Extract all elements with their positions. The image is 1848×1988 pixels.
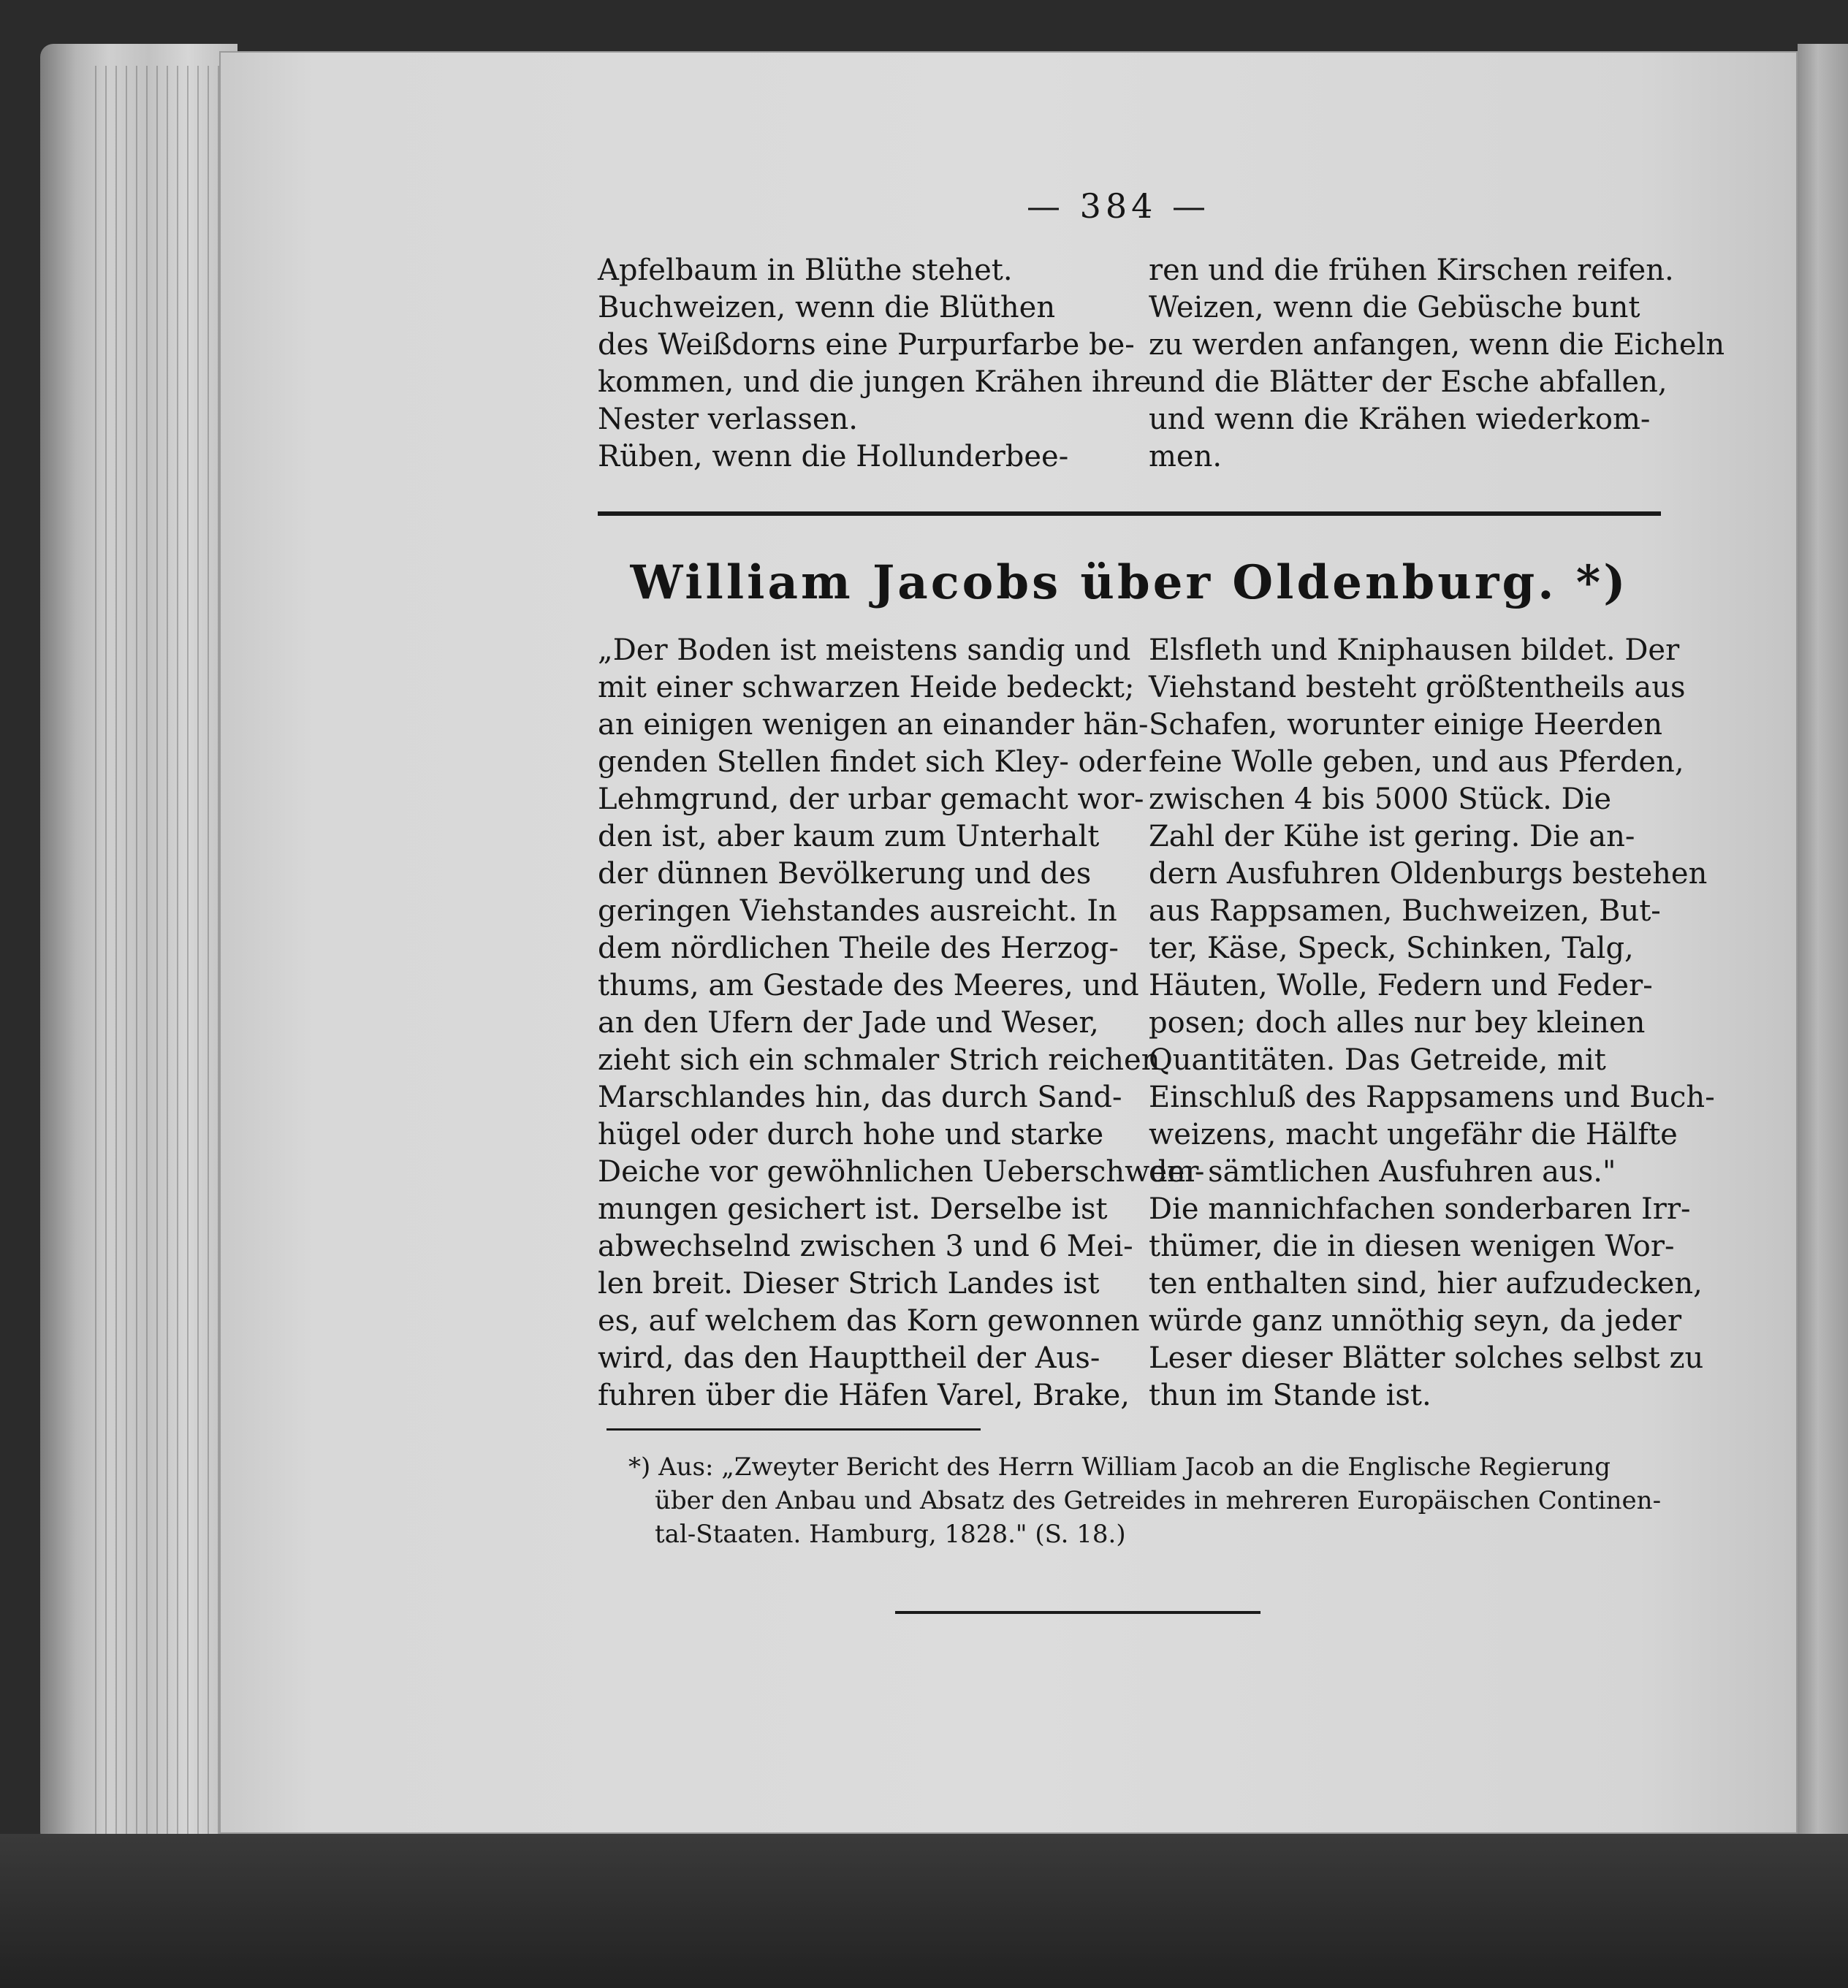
text-line: fuhren über die Häfen Varel, Brake, [598,1379,1130,1412]
text-line: len breit. Dieser Strich Landes ist [598,1267,1100,1300]
top-left-column [598,252,1152,476]
text-line: der dünnen Bevölkerung und des [598,857,1092,891]
text-line: und die Blätter der Esche abfallen, [1149,365,1668,399]
article-right-column [1149,632,1715,1414]
text-line: geringen Viehstandes ausreicht. In [598,894,1117,928]
text-line: an den Ufern der Jade und Weser, [598,1006,1099,1040]
text-line: Viehstand besteht größtentheils aus [1149,671,1686,704]
text-line: aus Rappsamen, Buchweizen, But- [1149,894,1661,928]
text-line: genden Stellen findet sich Kley- oder [598,745,1147,779]
text-line: thümer, die in diesen wenigen Wor- [1149,1230,1675,1263]
article-left-column [598,632,1205,1414]
footnote-line: *) Aus: „Zweyter Bericht des Herrn William Jacob an die Englische Regierung [628,1452,1611,1482]
footnote-rule [607,1428,981,1431]
text-line: thun im Stande ist. [1149,1379,1431,1412]
text-line: an einigen wenigen an einander hän- [598,708,1149,742]
text-line: den ist, aber kaum zum Unterhalt [598,820,1100,853]
footnote-line: über den Anbau und Absatz des Getreides in mehreren Europäischen Continen- [655,1486,1662,1515]
text-line: weizens, macht ungefähr die Hälfte [1149,1118,1678,1151]
facing-page-edge [1798,44,1848,1988]
text-line: „Der Boden ist meistens sandig und [598,633,1131,667]
text-line: ren und die frühen Kirschen reifen. [1149,254,1674,287]
section-divider-rule [598,511,1661,516]
text-line: Leser dieser Blätter solches selbst zu [1149,1341,1704,1375]
page-number: — 384 — [1027,186,1211,226]
text-line: und wenn die Krähen wiederkom- [1149,403,1651,436]
text-line: Schafen, worunter einige Heerden [1149,708,1663,742]
text-line: es, auf welchem das Korn gewonnen [598,1304,1140,1338]
text-line: Weizen, wenn die Gebüsche bunt [1149,291,1640,324]
text-line: abwechselnd zwischen 3 und 6 Mei- [598,1230,1133,1263]
text-line: kommen, und die jungen Krähen ihre [598,365,1152,399]
text-line: Buchweizen, wenn die Blüthen [598,291,1056,324]
text-line: Nester verlassen. [598,403,859,436]
text-line: Marschlandes hin, das durch Sand- [598,1081,1122,1114]
text-line: posen; doch alles nur bey kleinen [1149,1006,1646,1040]
end-rule [895,1611,1260,1614]
text-line: Deiche vor gewöhnlichen Ueberschwem- [598,1155,1205,1189]
text-line: hügel oder durch hohe und starke [598,1118,1104,1151]
text-line: zu werden anfangen, wenn die Eicheln [1149,328,1725,362]
text-line: ten enthalten sind, hier aufzudecken, [1149,1267,1703,1300]
text-line: Elsfleth und Kniphausen bildet. Der [1149,633,1680,667]
footnote-line: tal-Staaten. Hamburg, 1828." (S. 18.) [655,1520,1126,1549]
text-line: Häuten, Wolle, Federn und Feder- [1149,969,1653,1002]
text-line: zieht sich ein schmaler Strich reichen [598,1043,1160,1077]
article-title: William Jacobs über Oldenburg. *) [630,555,1629,610]
text-line: mungen gesichert ist. Derselbe ist [598,1192,1108,1226]
text-line: Einschluß des Rappsamens und Buch- [1149,1081,1715,1114]
text-line: mit einer schwarzen Heide bedeckt; [598,671,1135,704]
footnote [628,1450,1666,1551]
text-line: Rüben, wenn die Hollunderbee- [598,440,1069,473]
text-line: Lehmgrund, der urbar gemacht wor- [598,782,1144,816]
text-line: dem nördlichen Theile des Herzog- [598,932,1119,965]
text-line: würde ganz unnöthig seyn, da jeder [1149,1304,1682,1338]
text-line: thums, am Gestade des Meeres, und [598,969,1139,1002]
top-right-column [1149,252,1725,476]
text-line: men. [1149,440,1223,473]
text-line: ter, Käse, Speck, Schinken, Talg, [1149,932,1634,965]
text-line: wird, das den Haupttheil der Aus- [598,1341,1100,1375]
text-line: des Weißdorns eine Purpurfarbe be- [598,328,1135,362]
scan-background [0,1834,1848,1988]
text-line: feine Wolle geben, und aus Pferden, [1149,745,1684,779]
text-line: Die mannichfachen sonderbaren Irr- [1149,1192,1691,1226]
text-line: dern Ausfuhren Oldenburgs bestehen [1149,857,1708,891]
text-line: zwischen 4 bis 5000 Stück. Die [1149,782,1612,816]
text-line: Apfelbaum in Blüthe stehet. [598,254,1013,287]
text-line: der sämtlichen Ausfuhren aus." [1149,1155,1616,1189]
text-line: Zahl der Kühe ist gering. Die an- [1149,820,1635,853]
text-line: Quantitäten. Das Getreide, mit [1149,1043,1606,1077]
